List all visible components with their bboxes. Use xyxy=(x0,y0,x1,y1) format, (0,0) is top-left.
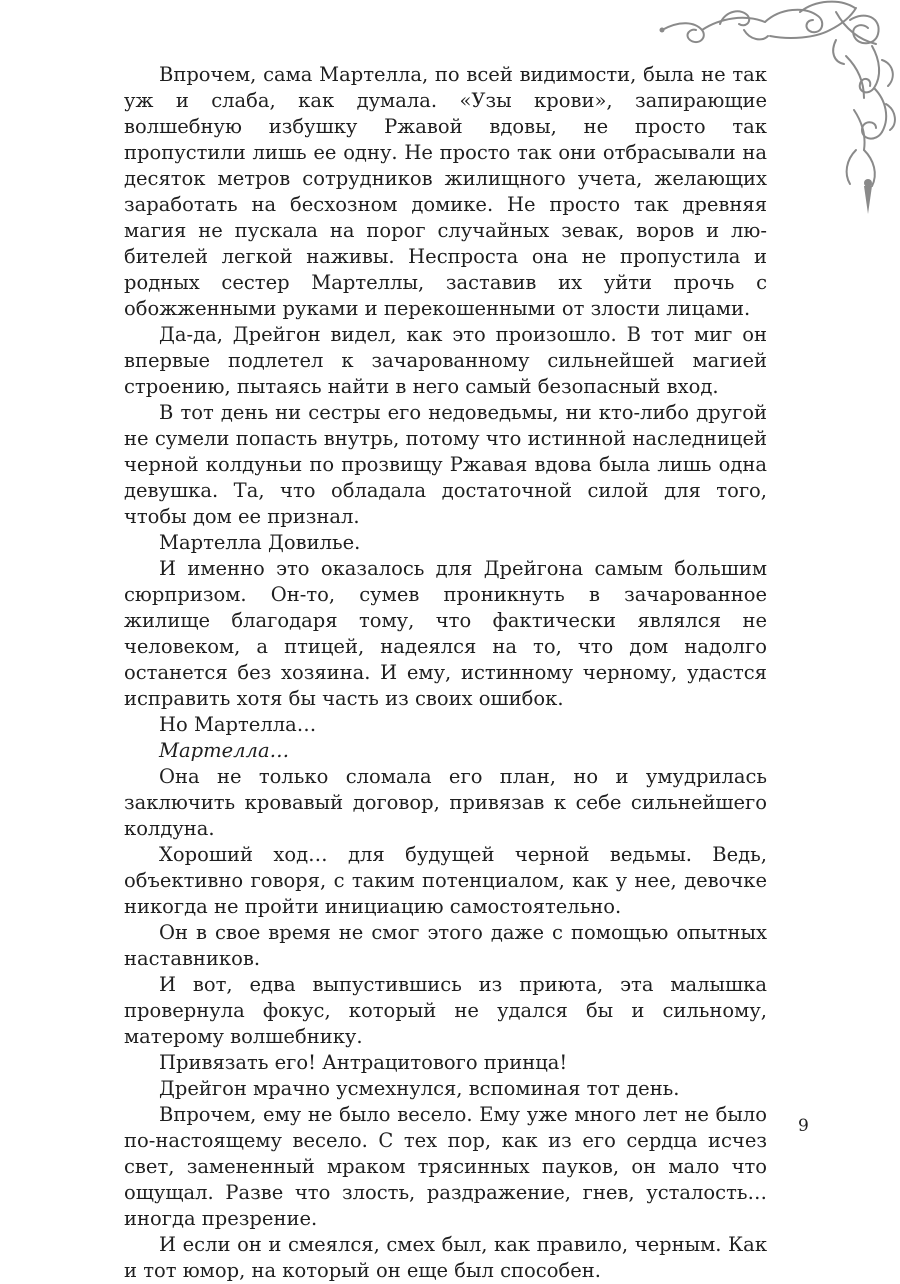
paragraph: В тот день ни сестры его недоведьмы, ни кто-либо другой не сумели попасть внутрь, потому что истинной наследницей черной колдуньи по прозвищу Ржавая вдова была лишь одна девушка. Та, что обладала достаточной силой для того, чтобы дом ее признал. xyxy=(124,401,767,528)
paragraph: И если он и смеялся, смех был, как правило, черным. Как и тот юмор, на который он еще был способен. xyxy=(124,1233,767,1282)
paragraph: Впрочем, ему не было весело. Ему уже много лет не было по-настоящему весело. С тех пор, как из его сердца исчез свет, замененный мраком трясинных пауков, он мало что ощущал. Разве что злость, раздражение, гнев, усталость… иногда презрение. xyxy=(124,1103,767,1230)
paragraph: Дрейгон мрачно усмехнулся, вспоминая тот день. xyxy=(159,1077,680,1100)
paragraph: Но Мартелла… xyxy=(159,713,317,736)
paragraph: Да-да, Дрейгон видел, как это произошло. В тот миг он впервые подлетел к зачарованному сильнейшей магией строению, пытаясь найти в него самый безопасный вход. xyxy=(124,323,767,398)
paragraph: Она не только сломала его план, но и умудрилась заключить кровавый договор, привязав к себе сильнейшего колдуна. xyxy=(124,765,767,840)
paragraph: Впрочем, сама Мартелла, по всей видимости, была не так уж и слаба, как думала. «Узы крови», запирающие волшебную избушку Ржавой вдовы, не просто так пропустили лишь ее одну. Не просто так они отбрасывали на десяток метров сотрудников жилищного учета, желающих заработать на бесхозном домике. Не просто так древняя магия не пускала на порог случайных зевак, воров и любителей легкой наживы. Неспроста она не пропустила и родных сестер Мартеллы, заставив их уйти прочь с обожженными руками и перекошенными от злости лицами. xyxy=(124,63,767,320)
paragraph: Мартелла Довилье. xyxy=(159,531,361,554)
paragraph: Он в свое время не смог этого даже с помощью опытных наставников. xyxy=(124,921,767,970)
paragraph: И именно это оказалось для Дрейгона самым большим сюрпризом. Он-то, сумев проникнуть в зачарованное жилище благодаря тому, что фактически являлся не человеком, а птицей, надеялся на то, что дом надолго останется без хозяина. И ему, истинному черному, удастся исправить хотя бы часть из своих ошибок. xyxy=(124,557,767,710)
paragraph: Хороший ход… для будущей черной ведьмы. Ведь, объективно говоря, с таким потенциалом, как у нее, девочке никогда не пройти инициацию самостоятельно. xyxy=(124,843,767,918)
paragraph-italic: Мартелла… xyxy=(159,739,290,762)
paragraph: Привязать его! Антрацитового принца! xyxy=(159,1051,568,1074)
book-page-text xyxy=(124,62,767,1284)
page-number: 9 xyxy=(798,1116,809,1136)
paragraph: И вот, едва выпустившись из приюта, эта малышка провернула фокус, который не удался бы и сильному, матерому волшебнику. xyxy=(124,973,767,1048)
